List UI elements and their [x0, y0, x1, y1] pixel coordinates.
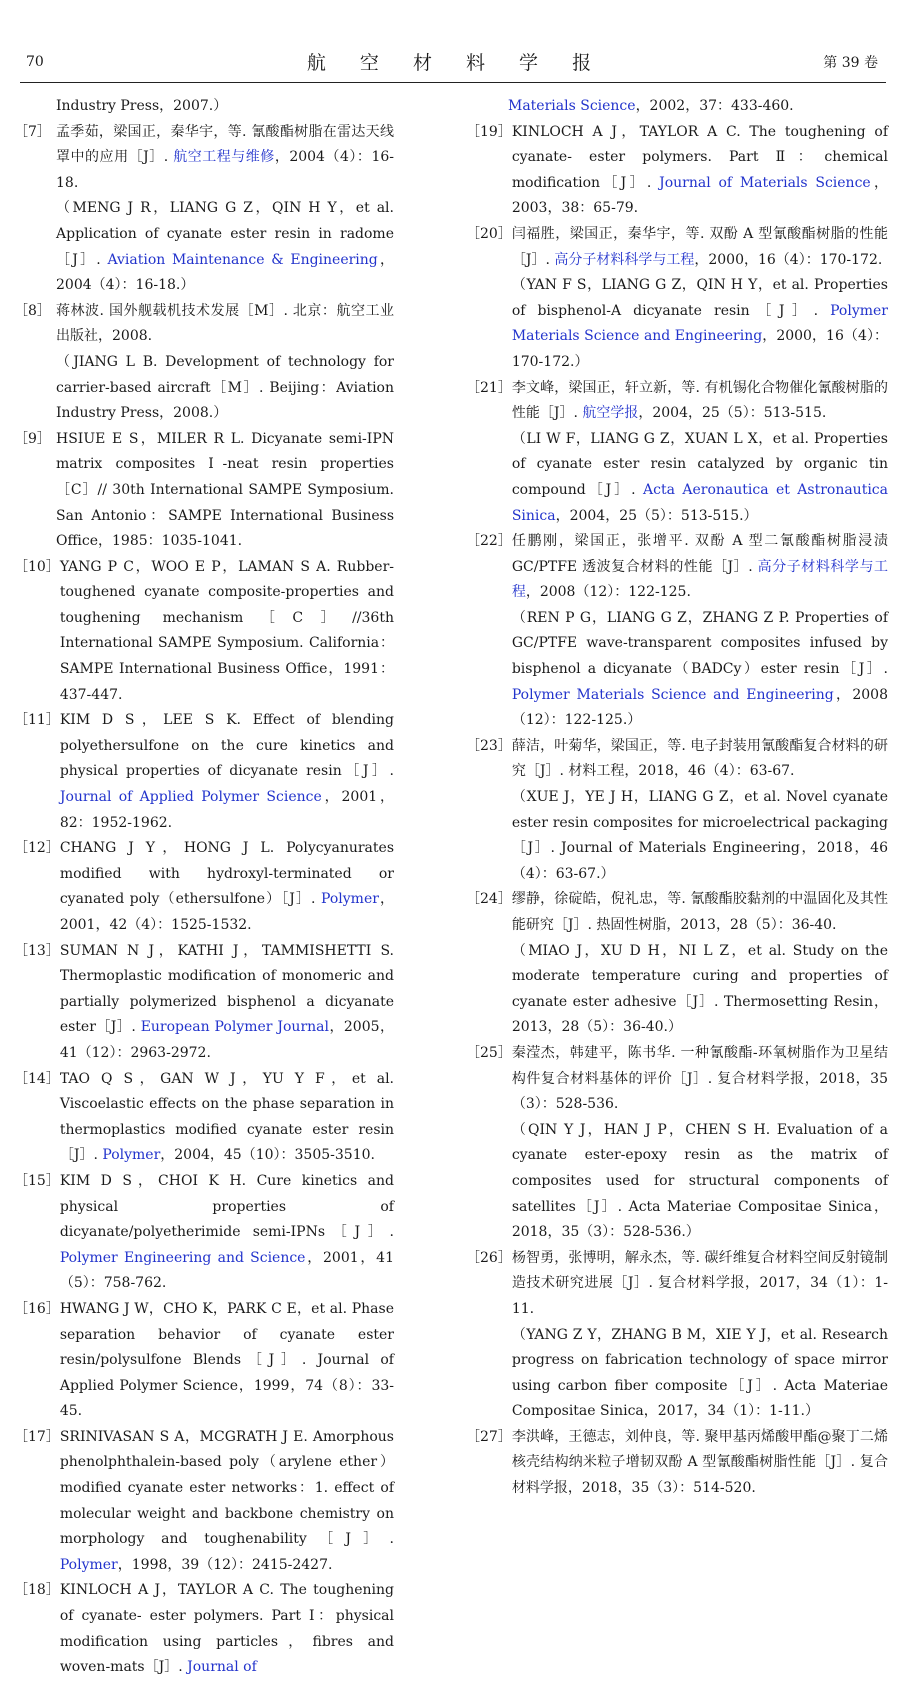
reference-number: ［16］ [14, 1300, 60, 1317]
running-header [26, 44, 886, 80]
reference-24 [466, 887, 888, 1041]
reference-text: 薛洁，叶菊华，梁国正，等. 电子封装用氰酸酯复合材料的研究［J］. 材料工程，2018，46（4）：63-67. （XUE J，YE J H，LIANG G Z，et al. Novel cyanate ester resin composites for microelectrical packaging［J］. Journal of Materials Engineering，2018，46（4）：63-67.） [511, 737, 888, 882]
journal-link[interactable]: 高分子材料科学与工程 [511, 558, 888, 601]
reference-number: ［8］ [14, 302, 51, 319]
reference-11 [14, 708, 394, 836]
reference-26 [466, 1246, 888, 1425]
journal-link[interactable]: Polymer Engineering and Science [59, 1249, 306, 1266]
left-column [14, 94, 394, 1681]
reference-21 [466, 376, 888, 530]
journal-link[interactable]: Polymer Materials Science and Engineering [511, 302, 888, 345]
reference-text: 孟季茹，梁国正，秦华宇，等. 氰酸酯树脂在雷达天线罩中的应用［J］. 航空工程与维修，2004（4）：16-18. （MENG J R，LIANG G Z，QIN H Y，et al. Application of cyanate ester resin in radome［J］. Aviation Maintenance & Engineering，2004（4）：16-18.） [56, 123, 394, 294]
reference-text: 李洪峰，王德志，刘仲良，等. 聚甲基丙烯酸甲酯@聚丁二烯核壳结构纳米粒子增韧双酚 A 型氰酸酯树脂性能［J］. 复合材料学报，2018，35（3）：514-520. [511, 1428, 888, 1497]
reference-number: ［15］ [14, 1172, 60, 1189]
reference-10 [14, 555, 394, 709]
reference-23 [466, 734, 888, 888]
journal-link[interactable]: Journal of Materials Science [659, 174, 871, 191]
reference-25 [466, 1041, 888, 1246]
reference-15 [14, 1169, 394, 1297]
journal-link[interactable]: Polymer [59, 1556, 118, 1573]
journal-link[interactable]: Acta Aeronautica et Astronautica Sinica [511, 481, 888, 524]
reference-17 [14, 1425, 394, 1579]
journal-link[interactable]: Polymer Materials Science and Engineering [511, 686, 834, 703]
journal-link[interactable]: Materials Science [508, 98, 636, 114]
reference-number: ［10］ [14, 558, 60, 575]
reference-text: 杨智勇，张博明，解永杰，等. 碳纤维复合材料空间反射镜制造技术研究进展［J］. 复合材料学报，2017，34（1）：1-11. （YANG Z Y，ZHANG B M，XIE Y J，et al. Research progress on fabrication technology of space mirror using carbon fiber composite［J］. Acta Materiae Compositae Sinica，2017，34（1）：1-11.） [511, 1249, 888, 1420]
reference-continuation: Materials Science，2002，37：433-460. [508, 98, 794, 114]
journal-link[interactable]: Journal of Applied Polymer Science [59, 789, 322, 806]
reference-text: HSIUE E S，MILER R L. Dicyanate semi-IPN matrix composites Ⅰ-neat resin properties［C］// 30th International SAMPE Symposium. San Antonio：SAMPE International Business Office，1985：1035-1041. [56, 430, 394, 550]
journal-title: 航 空 材 料 学 报 [306, 52, 606, 74]
journal-link[interactable]: 航空学报 [582, 405, 639, 422]
reference-continuation: Industry Press，2007.） [56, 98, 228, 114]
reference-text: 秦滢杰，韩建平，陈书华. 一种氰酸酯-环氧树脂作为卫星结构件复合材料基体的评价［J］. 复合材料学报，2018，35（3）：528-536. （QIN Y J，HAN J P，CHEN S H. Evaluation of a cyanate ester-epoxy resin as the matrix of composites used for structural components of satellites［J］. Acta Materiae Compositae Sinica，2018，35（3）：528-536.） [511, 1044, 888, 1241]
reference-text: HWANG J W，CHO K，PARK C E，et al. Phase separation behavior of cyanate ester resin/polysulfone Blends［J］. Journal of Applied Polymer Science，1999，74（8）：33-45. [59, 1300, 394, 1420]
reference-20 [466, 222, 888, 376]
reference-8 [14, 299, 394, 427]
journal-link[interactable]: European Polymer Journal [140, 1019, 329, 1036]
reference-22 [466, 529, 888, 734]
reference-number: ［24］ [466, 891, 512, 908]
reference-text: KIM D S，LEE S K. Effect of blending polyethersulfone on the cure kinetics and physical properties of dicyanate resin［J］. Journal of Applied Polymer Science，2001，82：1952-1962. [59, 712, 394, 831]
reference-number: ［13］ [14, 942, 60, 959]
reference-text: 任鹏刚，梁国正，张增平. 双酚 A 型二氰酸酯树脂浸渍 GC/PTFE 透波复合材料的性能［J］. 高分子材料科学与工程，2008（12）：122-125. （REN P G，LIANG G Z，ZHANG Z P. Properties of GC/PTFE wave-transparent composites infused by bisphenol a dicyanate（BADCy）ester resin［J］. Polymer Materials Science and Engineering，2008（12）：122-125.） [511, 533, 888, 729]
reference-number: ［14］ [14, 1070, 60, 1087]
reference-number: ［17］ [14, 1428, 60, 1445]
reference-14 [14, 1067, 394, 1169]
reference-number: ［20］ [466, 225, 512, 242]
reference-16 [14, 1297, 394, 1425]
journal-link[interactable]: Polymer [321, 891, 379, 908]
reference-text: 蒋林波. 国外舰载机技术发展［M］. 北京：航空工业出版社，2008. （JIANG L B. Development of technology for carrier-based aircraft［M］. Beijing：Aviation Industry Press，2008.） [56, 302, 394, 422]
right-column [466, 94, 888, 1502]
reference-text: YANG P C，WOO E P，LAMAN S A. Rubber-toughened cyanate composite-properties and toughening mechanism［C］//36th International SAMPE Symposium. California：SAMPE International Business Office，1991：437-447. [59, 558, 394, 703]
journal-link[interactable]: Aviation Maintenance & Engineering [107, 251, 378, 268]
reference-number: ［12］ [14, 840, 60, 857]
reference-text: 缪静，徐碇皓，倪礼忠，等. 氰酸酯胶黏剂的中温固化及其性能研究［J］. 热固性树脂，2013，28（5）：36-40. （MIAO J，XU D H，NI L Z，et al. Study on the moderate temperature curing and properties of cyanate ester adhesive［J］. Thermosetting Resin，2013，28（5）：36-40.） [511, 891, 888, 1036]
reference-13 [14, 939, 394, 1067]
reference-text: KINLOCH A J，TAYLOR A C. The toughening of cyanate- ester polymers. Part Ⅰ：physical modification using particles，fibres and woven-mats［J］. Journal of [59, 1582, 394, 1676]
journal-link[interactable]: 航空工程与维修 [173, 149, 275, 166]
reference-number: ［26］ [466, 1249, 512, 1266]
reference-7 [14, 120, 394, 299]
reference-number: ［27］ [466, 1428, 512, 1445]
reference-27 [466, 1425, 888, 1502]
reference-number: ［19］ [466, 123, 512, 140]
reference-text: SUMAN N J，KATHI J，TAMMISHETTI S. Thermoplastic modification of monomeric and partially polymerized bisphenol a dicyanate ester［J］. European Polymer Journal，2005，41（12）：2963-2972. [59, 942, 394, 1061]
reference-number: ［23］ [466, 737, 512, 754]
reference-text: 闫福胜，梁国正，秦华宇，等. 双酚 A 型氰酸酯树脂的性能［J］. 高分子材料科学与工程，2000，16（4）：170-172. （YAN F S，LIANG G Z，QIN H Y，et al. Properties of bisphenol-A dicyanate resin［J］. Polymer Materials Science and Engineering，2000，16（4）：170-172.） [511, 225, 888, 370]
reference-text: 李文峰，梁国正，轩立新，等. 有机锡化合物催化氰酸树脂的性能［J］. 航空学报，2004，25（5）：513-515. （LI W F，LIANG G Z，XUAN L X，et al. Properties of cyanate ester resin catalyzed by organic tin compound［J］. Acta Aeronautica et Astronautica Sinica，2004，25（5）：513-515.） [511, 379, 888, 524]
journal-link[interactable]: Journal of [187, 1659, 257, 1676]
reference-text: KINLOCH A J，TAYLOR A C. The toughening of cyanate- ester polymers. Part Ⅱ：chemical modification［J］. Journal of Materials Science，2003，38：65-79. [511, 123, 889, 217]
reference-text: SRINIVASAN S A，MCGRATH J E. Amorphous phenolphthalein-based poly（arylene ether）modified cyanate ester networks：1. effect of molecular weight and backbone chemistry on morphology and toughenability［J］. Polymer，1998，39（12）：2415-2427. [59, 1428, 394, 1573]
reference-text: TAO Q S，GAN W J，YU Y F，et al. Viscoelastic effects on the phase separation in thermoplastics modified cyanate ester resin［J］. Polymer，2004，45（10）：3505-3510. [59, 1070, 394, 1164]
reference-number: ［21］ [466, 379, 512, 396]
page-number: 70 [26, 54, 44, 70]
journal-link[interactable]: 高分子材料科学与工程 [554, 251, 695, 268]
reference-number: ［18］ [14, 1582, 60, 1599]
reference-text: KIM D S，CHOI K H. Cure kinetics and physical properties of dicyanate/polyetherimide semi-IPNs［J］. Polymer Engineering and Science，2001，41（5）：758-762. [59, 1172, 394, 1292]
reference-text: CHANG J Y，HONG J L. Polycyanurates modified with hydroxyl-terminated or cyanated poly（ethersulfone）［J］. Polymer，2001，42（4）：1525-1532. [59, 840, 395, 933]
header-rule [20, 82, 886, 83]
reference-19 [466, 120, 888, 222]
reference-9 [14, 427, 394, 555]
reference-12 [14, 836, 394, 938]
reference-number: ［25］ [466, 1044, 512, 1061]
reference-number: ［9］ [14, 430, 51, 447]
reference-number: ［22］ [466, 533, 512, 550]
volume-label: 第 39 卷 [823, 55, 878, 71]
reference-18 [14, 1578, 394, 1680]
reference-number: ［11］ [14, 712, 60, 729]
reference-number: ［7］ [14, 123, 51, 140]
journal-link[interactable]: Polymer [102, 1147, 161, 1164]
